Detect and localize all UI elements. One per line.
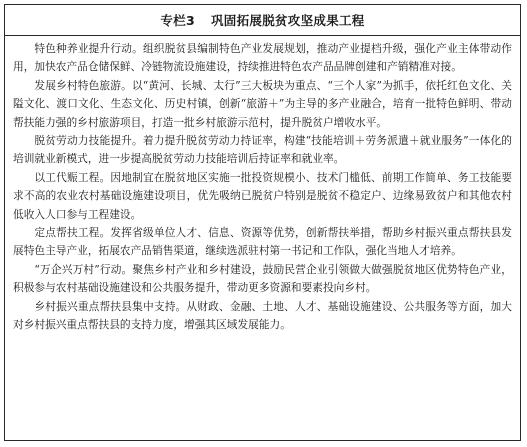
paragraph-work-relief: 以工代赈工程。因地制宜在脱贫地区实施一批投资规模小、技术门槛低、前期工作简单、务工技能要求不高的农业农村基础设施建设项目，优先吸纳已脱贫户特别是脱贫不稳定户、边缘易致贫户和其他农村低收入人口参与工程建设。	[13, 170, 512, 221]
column-label: 专栏3	[160, 13, 195, 28]
paragraph-targeted-assistance: 定点帮扶工程。发挥省级单位人才、信息、资源等优势，创新帮扶举措，帮助乡村振兴重点帮扶县发展特色主导产业，拓展农产品销售渠道，继续选派驻村第一书记和工作队，强化当地人才培养。	[13, 226, 512, 258]
column-title: 巩固拓展脱贫攻坚成果工程	[211, 13, 365, 28]
paragraph-enterprises-villages: “万企兴万村”行动。聚焦乡村产业和乡村建设，鼓励民营企业引领做大做强脱贫地区优势特色产业，积极参与农村基础设施建设和公共服务提升，带动更多资源和要素投向乡村。	[13, 262, 512, 295]
column-content	[5, 36, 520, 335]
paragraph-county-support: 乡村振兴重点帮扶县集中支持。从财政、金融、土地、人才、基础设施建设、公共服务等方面，加大对乡村振兴重点帮扶县的支持力度，增强其区域发展能力。	[13, 299, 512, 332]
paragraph-rural-tourism: 发展乡村特色旅游。以“黄河、长城、太行”三大板块为重点、“三个人家”为抓手，依托红色文化、关隘文化、渡口文化、生态文化、历史村镇，创新“旅游＋”为主导的多产业融合，培育一批特色鲜明、带动帮扶能力强的乡村旅游项目，打造一批乡村旅游示范村，提升脱贫户增收水平。	[13, 78, 512, 129]
column-box	[4, 4, 521, 441]
paragraph-labor-skills: 脱贫劳动力技能提升。着力提升脱贫劳动力持证率，构建“技能培训＋劳务派遣＋就业服务”一体化的培训就业新模式，进一步提高脱贫劳动力技能培训后持证率和就业率。	[13, 134, 512, 166]
paragraph-specialty-farming: 特色种养业提升行动。组织脱贫县编制特色产业发展规划，推动产业提档升级，强化产业主体带动作用，加快农产品仓储保鲜、冷链物流设施建设，持续推进特色农产品品牌创建和产销精准对接。	[13, 42, 512, 74]
column-header	[5, 5, 520, 36]
